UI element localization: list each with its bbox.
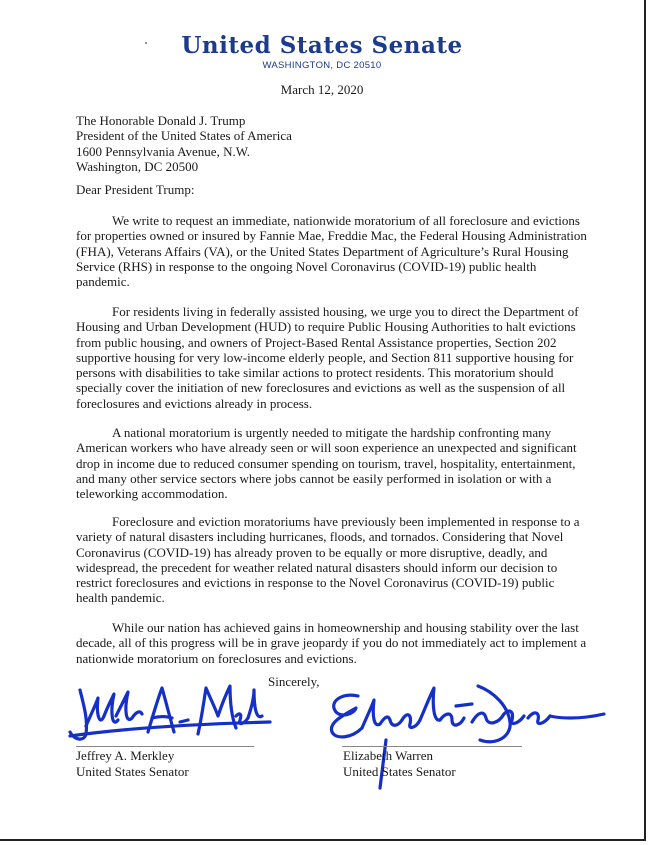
text-line: For residents living in federally assisted housing, we urge you to direct the Department of: [112, 304, 579, 319]
text-line: from public housing, and owners of Project-Based Rental Assistance properties, Section 202: [76, 334, 557, 350]
body-paragraph-4: [76, 514, 580, 606]
body-paragraph-2: [76, 304, 579, 411]
text-line: Service (RHS) in response to the ongoing Novel Coronavirus (COVID-19) public health: [76, 258, 537, 274]
signer-name: Elizabeth Warren: [343, 748, 434, 763]
text-line: persons with disabilities to take similar actions to protect residents. This moratorium should: [76, 365, 554, 381]
text-line: specially cover the initiation of new foreclosures and evictions as well as the suspension of all: [76, 380, 566, 396]
text-line: We write to request an immediate, nationwide moratorium of all foreclosure and evictions: [112, 213, 580, 228]
signer-block-warren: [343, 748, 456, 779]
signer-name: Jeffrey A. Merkley: [76, 748, 175, 763]
signer-block-merkley: [76, 748, 189, 779]
text-line: supportive housing for very low-income elderly people, and Section 811 supportive housing for: [76, 349, 574, 365]
text-line: Coronavirus (COVID-19) has already proven to be equally or more disruptive, deadly, and: [76, 544, 548, 560]
address-line: The Honorable Donald J. Trump: [76, 113, 246, 128]
text-line: and many other service sectors where jobs cannot be easily performed in isolation or with a: [76, 470, 552, 486]
signature-line: [342, 746, 522, 747]
address-line: Washington, DC 20500: [76, 158, 199, 174]
letterhead-title: United States Senate: [181, 32, 463, 59]
address-line: President of the United States of America: [76, 128, 292, 144]
text-line: Housing and Urban Development (HUD) to require Public Housing Authorities to halt evictions: [76, 319, 576, 335]
text-line: While our nation has achieved gains in homeownership and housing stability over the last: [112, 620, 579, 635]
text-line: (FHA), Veterans Affairs (VA), or the United States Department of Agriculture’s Rural Housing: [76, 243, 569, 259]
text-line: variety of natural disasters including hurricanes, floods, and tornados. Considering that Novel: [76, 529, 564, 545]
text-line: decade, all of this progress will be in grave jeopardy if you do not immediately act to implement a: [76, 635, 587, 651]
text-line: restrict foreclosures and evictions in response to the Novel Coronavirus (COVID-19) public: [76, 575, 555, 591]
signature-line: [76, 746, 254, 747]
text-line: American workers who have already seen or will soon experience an unexpected and significant: [76, 440, 577, 456]
text-line: drop in income due to reduced consumer spending on tourism, travel, hospitality, entertainment,: [76, 455, 576, 471]
text-line: foreclosures and evictions already in process.: [76, 395, 313, 411]
text-line: health pandemic.: [76, 590, 165, 606]
body-paragraph-5: [76, 620, 587, 666]
closing: Sincerely,: [268, 674, 320, 689]
body-paragraph-1: [76, 213, 587, 290]
salutation: Dear President Trump:: [76, 182, 195, 197]
letter-date: March 12, 2020: [280, 82, 364, 97]
body-paragraph-3: [76, 425, 577, 502]
text-line: pandemic.: [76, 274, 130, 290]
letterhead-subtitle: WASHINGTON, DC 20510: [262, 60, 382, 71]
address-line: 1600 Pennsylvania Avenue, N.W.: [76, 143, 251, 159]
recipient-address: [76, 113, 292, 174]
signer-title: United States Senator: [76, 763, 189, 779]
text-line: nationwide moratorium on foreclosures and evictions.: [76, 650, 357, 666]
signature-merkley: [66, 676, 272, 748]
text-line: teleworking accommodation.: [76, 486, 228, 502]
text-line: A national moratorium is urgently needed to mitigate the hardship confronting many: [112, 425, 552, 440]
text-line: for properties owned or insured by Fannie Mae, Freddie Mac, the Federal Housing Administration: [76, 228, 587, 244]
signature-text: Elizabeth Warren: [318, 670, 325, 671]
signer-title: United States Senator: [343, 763, 456, 779]
text-line: Foreclosure and eviction moratoriums have previously been implemented in response to a: [112, 514, 580, 529]
text-line: widespread, the precedent for weather related natural disasters should inform our decision to: [76, 559, 558, 575]
signature-text: Jeffrey A. Merkley: [66, 676, 74, 677]
